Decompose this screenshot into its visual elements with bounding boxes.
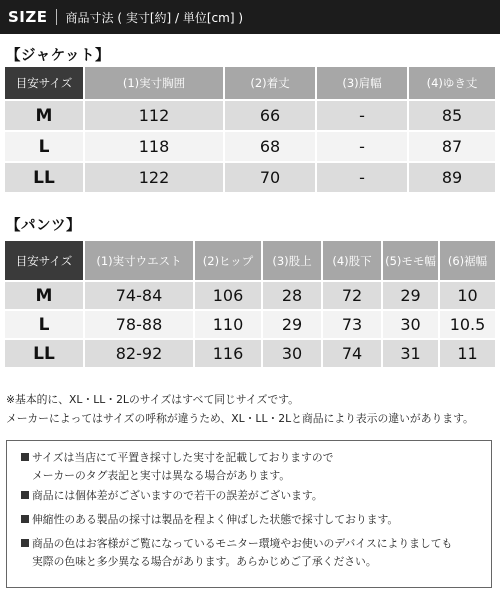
value-cell: 11 [439,339,496,368]
square-bullet-icon [21,515,29,523]
value-cell: 29 [382,281,439,310]
size-cell: LL [4,339,84,368]
size-note-line: メーカーによってはサイズの呼称が違うため、XL・LL・2Lと商品により表示の違いがあります。 [6,412,474,425]
info-text: メーカーのタグ表記と実寸は異なる場合があります。 [32,469,291,482]
header-cell: (5)モモ幅 [382,240,439,281]
size-cell: M [4,281,84,310]
value-cell: - [316,162,408,193]
value-cell: 87 [408,131,496,162]
info-item [21,511,398,529]
measurement-info-box [6,440,492,588]
square-bullet-icon [21,539,29,547]
info-item [21,535,452,571]
header-cell: 目安サイズ [4,240,84,281]
header-cell: (3)股上 [262,240,322,281]
table-row [4,339,496,368]
jacket-header-row [4,66,496,100]
header-cell: (2)着丈 [224,66,316,100]
table-row [4,281,496,310]
header-cell: (3)肩幅 [316,66,408,100]
header-cell: 目安サイズ [4,66,84,100]
value-cell: - [316,100,408,131]
header-divider [56,9,57,25]
value-cell: 74-84 [84,281,194,310]
size-cell: LL [4,162,84,193]
size-label: SIZE [8,8,48,26]
info-text: 商品の色はお客様がご覧になっているモニター環境やお使いのデバイスによりましても [32,537,453,550]
size-cell: M [4,100,84,131]
value-cell: 85 [408,100,496,131]
value-cell: 29 [262,310,322,339]
header-cell: (1)実寸胸囲 [84,66,224,100]
value-cell: 74 [322,339,382,368]
value-cell: 28 [262,281,322,310]
table-row [4,131,496,162]
pants-header-row [4,240,496,281]
info-item [21,487,323,505]
header-cell: (2)ヒップ [194,240,262,281]
header-cell: (6)裾幅 [439,240,496,281]
info-text: 商品には個体差がございますので若干の誤差がございます。 [32,489,323,502]
value-cell: 116 [194,339,262,368]
value-cell: 10.5 [439,310,496,339]
jacket-size-table [4,66,496,193]
value-cell: 73 [322,310,382,339]
pants-section-title: 【パンツ】 [6,218,81,234]
header-cell: (4)ゆき丈 [408,66,496,100]
value-cell: 30 [262,339,322,368]
square-bullet-icon [21,491,29,499]
value-cell: 122 [84,162,224,193]
info-text: 伸縮性のある製品の採寸は製品を程よく伸ばした状態で採寸しております。 [32,513,399,526]
size-cell: L [4,310,84,339]
info-text: サイズは当店にて平置き採寸した実寸を記載しておりますので [32,451,334,464]
value-cell: 66 [224,100,316,131]
header-title: 商品寸法 ( 実寸[約] / 単位[cm] ) [65,10,244,25]
square-bullet-icon [21,453,29,461]
value-cell: 89 [408,162,496,193]
table-row [4,100,496,131]
jacket-section-title: 【ジャケット】 [6,48,110,64]
value-cell: - [316,131,408,162]
value-cell: 72 [322,281,382,310]
size-cell: L [4,131,84,162]
pants-size-table [4,240,496,368]
value-cell: 82-92 [84,339,194,368]
value-cell: 78-88 [84,310,194,339]
size-header-bar [0,0,500,34]
info-item [21,449,333,485]
header-cell: (4)股下 [322,240,382,281]
value-cell: 68 [224,131,316,162]
value-cell: 30 [382,310,439,339]
size-note-line: ※基本的に、XL・LL・2Lのサイズはすべて同じサイズです。 [6,393,299,406]
value-cell: 118 [84,131,224,162]
header-cell: (1)実寸ウエスト [84,240,194,281]
value-cell: 10 [439,281,496,310]
info-text: 実際の色味と多少異なる場合があります。あらかじめご了承ください。 [32,555,377,568]
value-cell: 112 [84,100,224,131]
table-row [4,310,496,339]
value-cell: 110 [194,310,262,339]
value-cell: 106 [194,281,262,310]
value-cell: 70 [224,162,316,193]
table-row [4,162,496,193]
value-cell: 31 [382,339,439,368]
